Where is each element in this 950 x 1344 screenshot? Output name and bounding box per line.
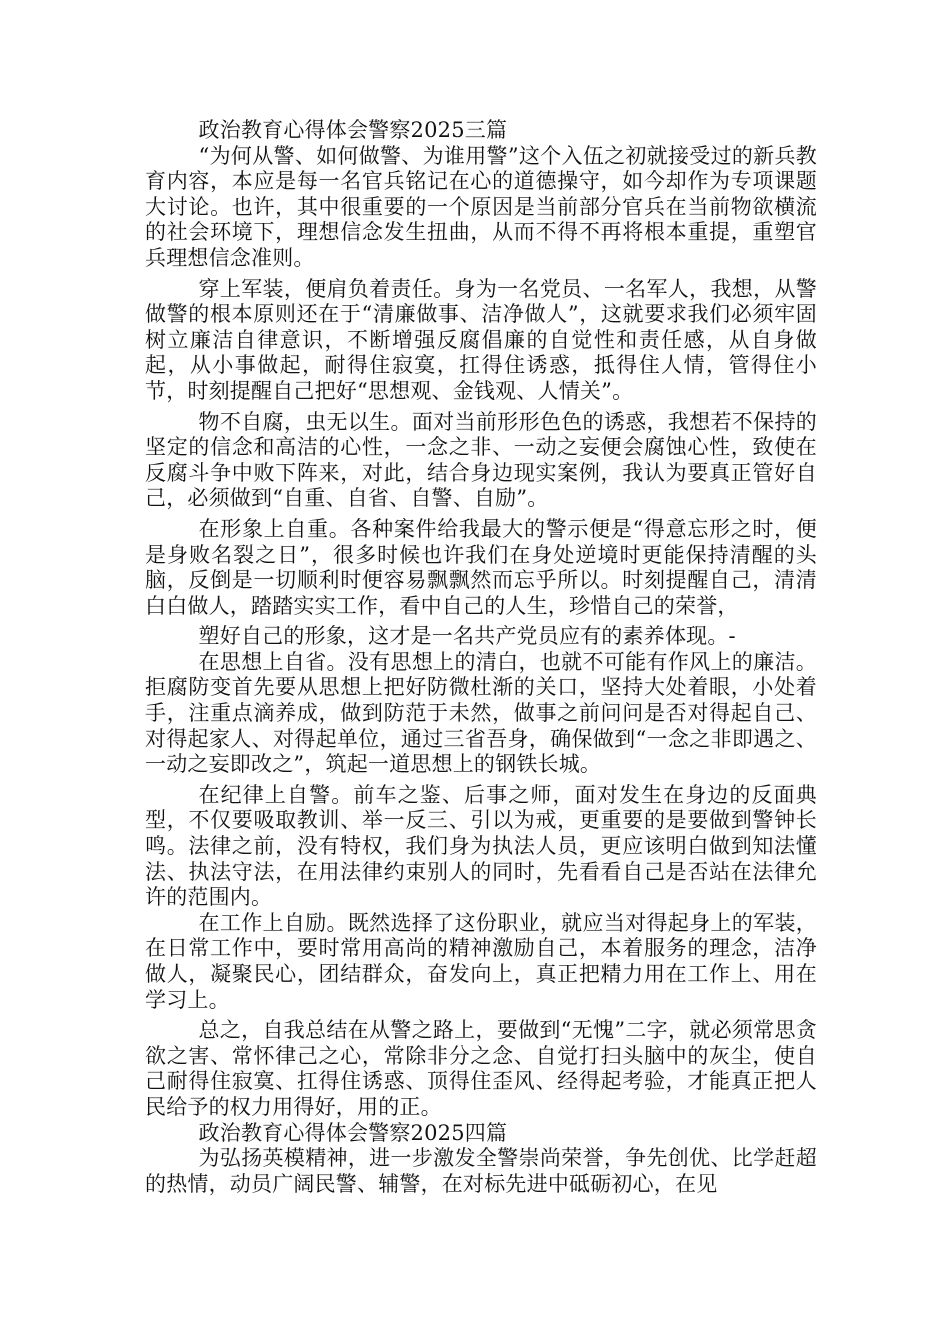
- paragraph-8: 在工作上自励。既然选择了这份职业，就应当对得起身上的军装，在日常工作中，要时常用高尚的精神激励自己，本着服务的理念，洁净做人，凝聚民心，团结群众，奋发向上，真正把精力用在工作上、用在学习上。: [145, 910, 817, 1012]
- paragraph-6: 在思想上自省。没有思想上的清白，也就不可能有作风上的廉洁。拒腐防变首先要从思想上把好防微杜渐的关口，坚持大处着眼，小处着手，注重点滴养成，做到防范于未然，做事之前问问是否对得起自己、对得起家人、对得起单位，通过三省吾身，确保做到“一念之非即遇之、一动之妄即改之”，筑起一道思想上的钢铁长城。: [145, 649, 817, 777]
- paragraph-4: 在形象上自重。各种案件给我最大的警示便是“得意忘形之时，便是身败名裂之日”，很多时候也许我们在身处逆境时更能保持清醒的头脑，反倒是一切顺利时便容易飘飘然而忘乎所以。时刻提醒自己，清清白白做人，踏踏实实工作，看中自己的人生，珍惜自己的荣誉，: [145, 516, 817, 618]
- paragraph-2: 穿上军装，便肩负着责任。身为一名党员、一名军人，我想，从警做警的根本原则还在于“清廉做事、洁净做人”，这就要求我们必须牢固树立廉洁自律意识，不断增强反腐倡廉的自觉性和责任感，从自身做起，从小事做起，耐得住寂寞，扛得住诱惑，抵得住人情，管得住小节，时刻提醒自己把好“思想观、金钱观、人情关”。: [145, 276, 817, 403]
- paragraph-5: 塑好自己的形象，这才是一名共产党员应有的素养体现。-: [198, 624, 736, 649]
- paragraph-10: 为弘扬英模精神，进一步激发全警崇尚荣誉，争先创优、比学赶超的热情，动员广阔民警、辅警，在对标先进中砥砺初心，在见: [145, 1146, 817, 1196]
- paragraph-1: “为何从警、如何做警、为谁用警”这个入伍之初就接受过的新兵教育内容，本应是每一名官兵铭记在心的道德操守，如今却作为专项课题大讨论。也许，其中很重要的一个原因是当前部分官兵在当前物欲横流的社会环境下，理想信念发生扭曲，从而不得不再将根本重提，重塑官兵理想信念准则。: [145, 143, 817, 270]
- paragraph-3: 物不自腐，虫无以生。面对当前形形色色的诱惑，我想若不保持的坚定的信念和高洁的心性，一念之非、一动之妄便会腐蚀心性，致使在反腐斗争中败下阵来，对此，结合身边现实案例，我认为要真正管好自己，必须做到“自重、自省、自警、自励”。: [145, 409, 817, 511]
- paragraph-9: 总之，自我总结在从警之路上，要做到“无愧”二字，就必须常思贪欲之害、常怀律己之心，常除非分之念、自觉打扫头脑中的灰尘，使自己耐得住寂寞、扛得住诱惑、顶得住歪风、经得起考验，才能真正把人民给予的权力用得好，用的正。: [145, 1018, 817, 1119]
- section-title-three: 政治教育心得体会警察2025三篇: [198, 118, 508, 142]
- document-page: [145, 118, 817, 1197]
- paragraph-7: 在纪律上自警。前车之鉴、后事之师，面对发生在身边的反面典型，不仅要吸取教训、举一反三、引以为戒，更重要的是要做到警钟长鸣。法律之前，没有特权，我们身为执法人员，更应该明白做到知法懂法、执法守法，在用法律约束别人的同时，先看看自己是否站在法律允许的范围内。: [145, 782, 817, 910]
- section-title-four: 政治教育心得体会警察2025四篇: [198, 1120, 508, 1145]
